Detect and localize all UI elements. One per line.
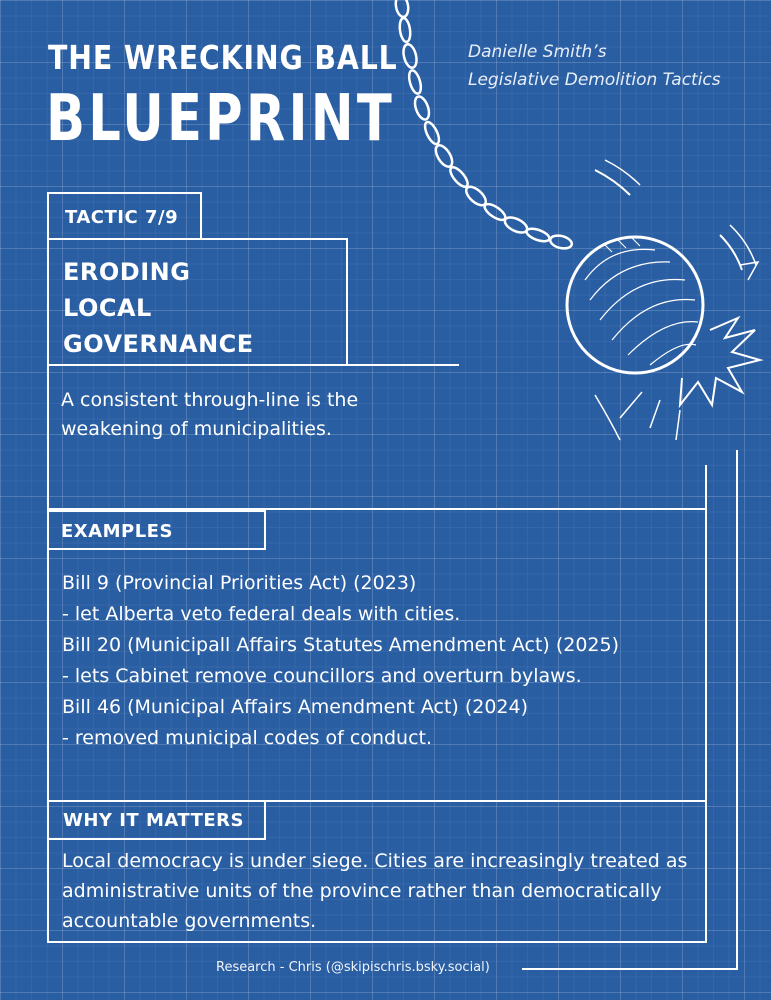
lead-line-2: weakening of municipalities. <box>61 418 332 440</box>
why-it-matters-text: Local democracy is under siege. Cities are increasingly treated as administrative units of the province rather than democratically accountable governments. <box>62 850 688 932</box>
title-line-1: THE WRECKING BALL <box>48 38 398 77</box>
example-line: Bill 9 (Provincial Priorities Act) (2023) <box>62 572 417 594</box>
example-line: - let Alberta veto federal deals with cities. <box>62 603 461 625</box>
lead-line-1: A consistent through-line is the <box>61 389 359 411</box>
wrecking-ball-icon <box>567 160 760 440</box>
heading-line-3: GOVERNANCE <box>63 330 254 358</box>
footer-line <box>522 968 738 970</box>
right-frame-line <box>705 465 707 943</box>
example-line: - removed municipal codes of conduct. <box>62 727 433 749</box>
title-line-2: BLUEPRINT <box>46 82 395 156</box>
tactic-tag: TACTIC 7/9 <box>47 192 202 240</box>
subtitle-line-1: Danielle Smith’s <box>468 42 607 62</box>
footer-credit: Research - Chris (@skipischris.bsky.social) <box>216 960 490 975</box>
lead-text <box>61 386 441 444</box>
subtitle <box>468 38 721 94</box>
bottom-frame-line <box>47 941 707 943</box>
outer-right-line <box>736 450 738 970</box>
examples-tag: EXAMPLES <box>47 510 266 550</box>
heading-line-1: ERODING <box>63 258 191 286</box>
example-line: Bill 20 (Municipall Affairs Statutes Amendment Act) (2025) <box>62 634 620 656</box>
heading-line-2: LOCAL <box>63 294 152 322</box>
tactic-heading <box>47 238 348 366</box>
example-line: - lets Cabinet remove councillors and overturn bylaws. <box>62 665 582 687</box>
examples-list <box>62 568 619 754</box>
why-it-matters-tag: WHY IT MATTERS <box>47 800 266 840</box>
example-line: Bill 46 (Municipal Affairs Amendment Act) (2024) <box>62 696 529 718</box>
subtitle-line-2: Legislative Demolition Tactics <box>468 70 721 90</box>
